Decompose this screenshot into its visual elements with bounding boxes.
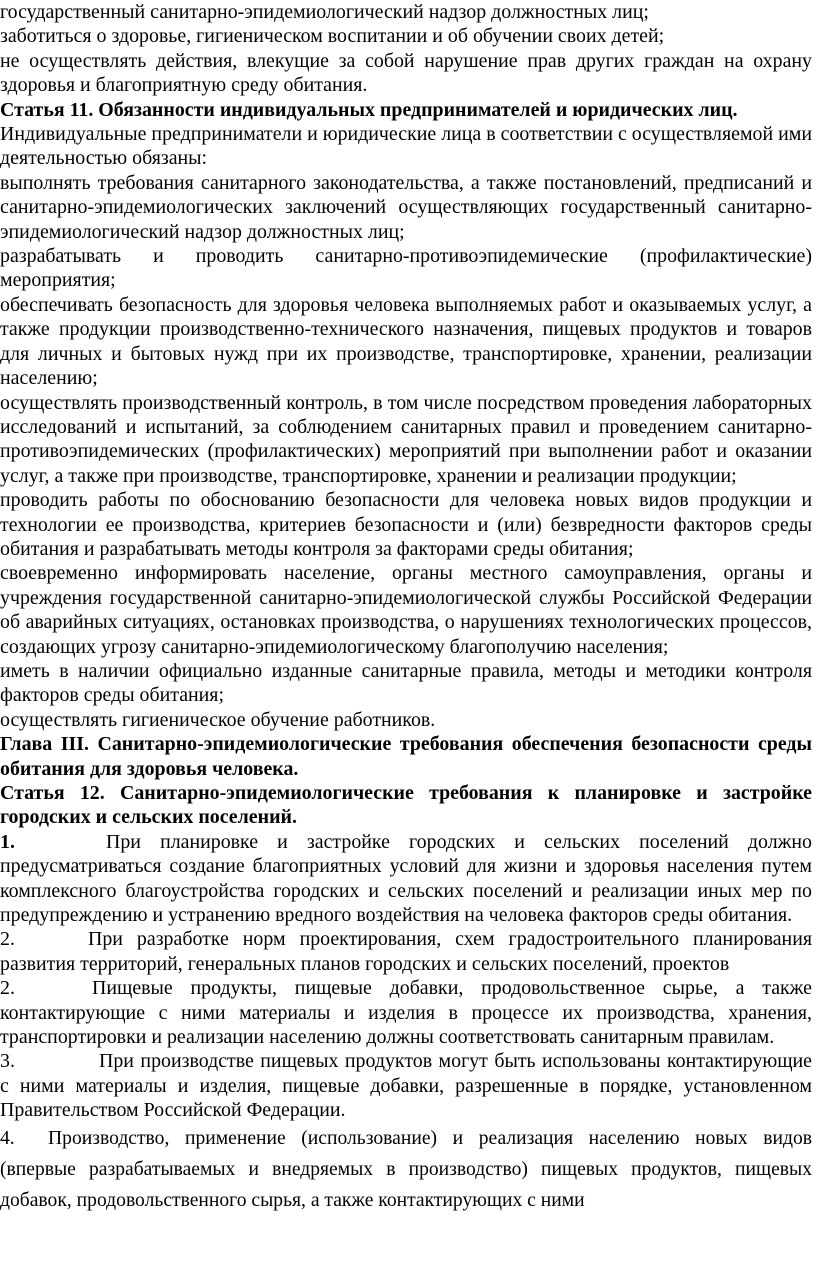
point-text: При разработке норм проектирования, схем градостроительного планирования развития территорий, генеральных планов городских и сельских поселений, проектов	[0, 928, 812, 975]
list-item: обеспечивать безопасность для здоровья человека выполняемых работ и оказываемых услуг, а также продукции производственно-технического назначения, пищевых продуктов и товаров для личных и бытовых нужд при их производстве, транспортировке, хранении, реализации населению;	[0, 293, 812, 390]
list-item: выполнять требования санитарного законодательства, а также постановлений, предписаний и санитарно-эпидемиологических заключений осуществляющих государственный санитарно-эпидемиологический надзор должностных лиц;	[0, 171, 812, 243]
list-item: своевременно информировать население, органы местного самоуправления, органы и учреждения государственной санитарно-эпидемиологической службы Российской Федерации об аварийных ситуациях, остановках производства, о нарушениях технологических процессов, создающих угрозу санитарно-эпидемиологическому благополучию населения;	[0, 562, 812, 658]
article-11-title: Статья 11. Обязанности индивидуальных предпринимателей и юридических лиц.	[0, 98, 738, 121]
point-number: 2.	[0, 928, 15, 951]
list-item: иметь в наличии официально изданные санитарные правила, методы и методики контроля факторов среды обитания;	[0, 659, 812, 707]
paragraph: не осуществлять действия, влекущие за собой нарушение прав других граждан на охрану здоровья и благоприятную среду обитания.	[0, 49, 812, 97]
numbered-point	[0, 830, 812, 928]
list-item: проводить работы по обоснованию безопасности для человека новых видов продукции и технологии ее производства, критериев безопасности и (или) безвредности факторов среды обитания и разрабатывать методы контроля за факторами среды обитания;	[0, 489, 812, 560]
article-11-intro: Индивидуальные предприниматели и юридические лица в соответствии с осуществляемой ими деятельностью обязаны:	[0, 123, 812, 170]
numbered-point	[0, 1123, 812, 1216]
point-number: 2.	[0, 977, 15, 1000]
chapter-3-title: Глава III. Санитарно-эпидемиологические требования обеспечения безопасности среды обитания для здоровья человека.	[0, 733, 812, 780]
point-text: Производство, применение (использование) и реализация населению новых видов (впервые разрабатываемых и внедряемых в производство) пищевых продуктов, пищевых добавок, продовольственного сырья, а также контактирующих с ними	[0, 1127, 812, 1211]
paragraph: заботиться о здоровье, гигиеническом воспитании и об обучении своих детей;	[0, 25, 665, 48]
numbered-point	[0, 1049, 812, 1122]
list-item: разрабатывать и проводить санитарно-противоэпидемические (профилактические) мероприятия;	[0, 245, 812, 292]
numbered-point	[0, 927, 812, 976]
article-12-title: Статья 12. Санитарно-эпидемиологические требования к планировке и застройке городских и сельских поселений.	[0, 782, 812, 829]
point-text: При планировке и застройке городских и сельских поселений должно предусматриваться создание благоприятных условий для жизни и здоровья населения путем комплексного благоустройства городских и сельских поселений и реализации иных мер по предупреждению и устранению вредного воздействия на человека факторов среды обитания.	[0, 830, 812, 927]
numbered-point	[0, 976, 812, 1049]
list-item: осуществлять производственный контроль, в том числе посредством проведения лабораторных исследований и испытаний, за соблюдением санитарных правил и проведением санитарно-противоэпидемических (профилактических) мероприятий при выполнении работ и оказании услуг, а также при производстве, транспортировке, хранении и реализации продукции;	[0, 391, 812, 487]
list-item: осуществлять гигиеническое обучение работников.	[0, 708, 436, 731]
paragraph: государственный санитарно-эпидемиологический надзор должностных лиц;	[0, 1, 649, 23]
point-number: 3.	[0, 1050, 15, 1073]
point-text: При производстве пищевых продуктов могут быть использованы контактирующие с ними материалы и изделия, пищевые добавки, разрешенные в порядке, установленном Правительством Российской Федерации.	[0, 1050, 812, 1122]
point-number: 1.	[0, 830, 15, 853]
point-text: Пищевые продукты, пищевые добавки, продовольственное сырье, а также контактирующие с ними материалы и изделия в процессе их производства, хранения, транспортировки и реализации населению должны соответствовать санитарным правилам.	[0, 977, 812, 1049]
point-number: 4.	[0, 1127, 15, 1149]
